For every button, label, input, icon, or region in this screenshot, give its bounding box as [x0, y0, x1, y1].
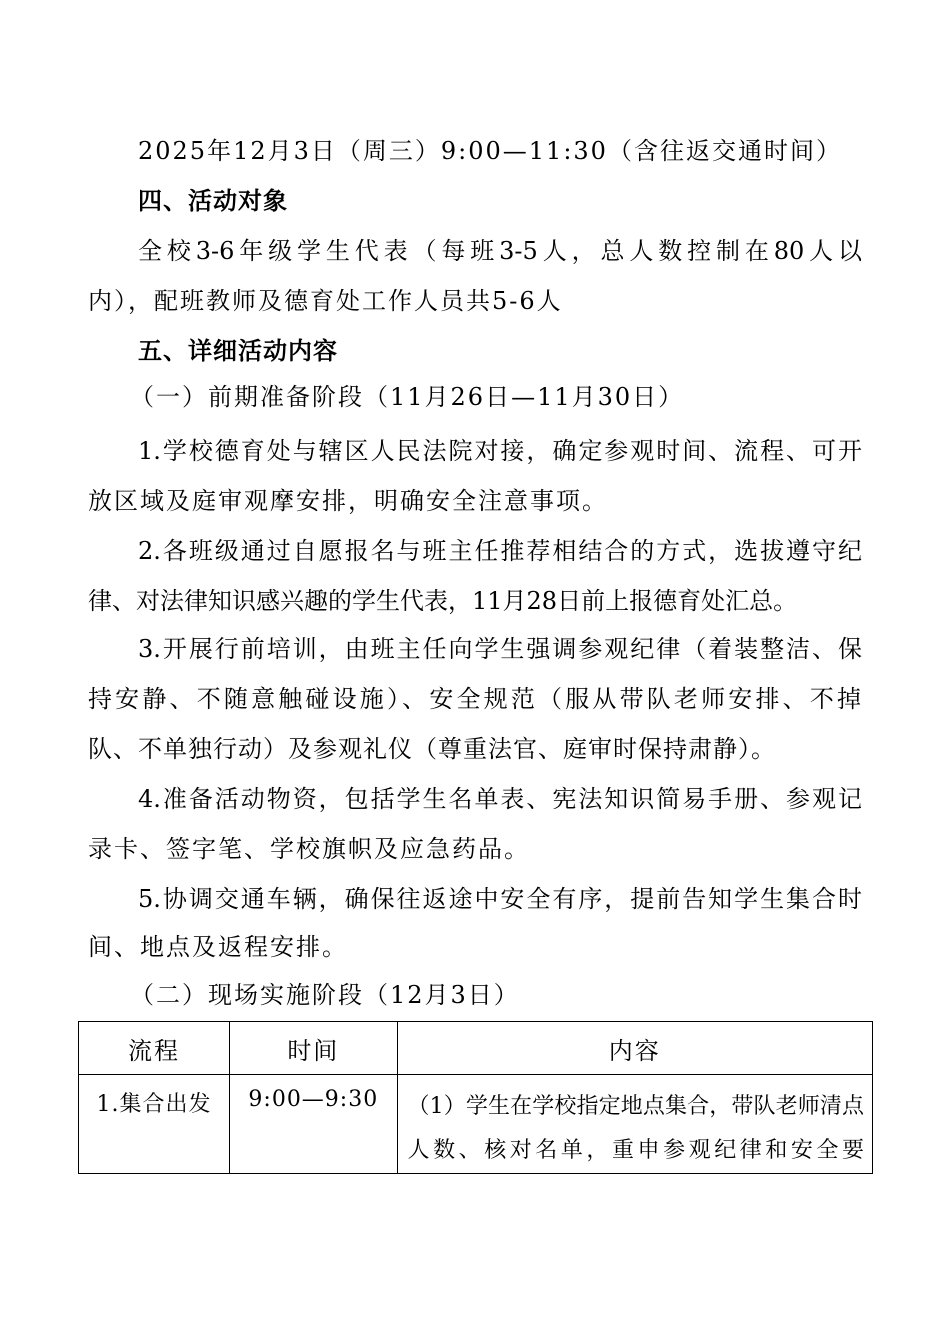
- table-cell-content: （1）学生在学校指定地点集合，带队老师清点人数、核对名单，重申参观纪律和安全要: [397, 1075, 872, 1174]
- item-3-line-3: 队、不单独行动）及参观礼仪（尊重法官、庭审时保持肃静）。: [88, 735, 776, 763]
- item-1-line-1: 1.学校德育处与辖区人民法院对接，确定参观时间、流程、可开: [138, 437, 862, 465]
- item-3-line-1: 3.开展行前培训，由班主任向学生强调参观纪律（着装整洁、保: [138, 635, 862, 663]
- table-header-content: 内容: [397, 1022, 872, 1075]
- table-header-row: [79, 1022, 873, 1075]
- schedule-table: [78, 1021, 873, 1174]
- section-4-title: 四、活动对象: [138, 187, 288, 215]
- phase-2-title: （二）现场实施阶段（12月3日）: [130, 981, 520, 1009]
- section-5-title: 五、详细活动内容: [138, 337, 338, 365]
- item-2-line-2: 律、对法律知识感兴趣的学生代表，11月28日前上报德育处汇总。: [88, 587, 798, 615]
- activity-time-line: 2025年12月3日（周三）9:00—11:30（含往返交通时间）: [138, 137, 842, 165]
- item-4-line-2: 录卡、签字笔、学校旗帜及应急药品。: [88, 835, 530, 863]
- item-2-line-1: 2.各班级通过自愿报名与班主任推荐相结合的方式，选拔遵守纪: [138, 537, 862, 565]
- item-1-line-2: 放区域及庭审观摩安排，明确安全注意事项。: [88, 487, 608, 515]
- table-cell-time: 9:00—9:30: [230, 1075, 397, 1174]
- table-row: [79, 1075, 873, 1174]
- table-cell-step: 1.集合出发: [79, 1075, 230, 1174]
- section-4-paragraph-line-1: 全校3-6年级学生代表（每班3-5人，总人数控制在80人以: [138, 237, 862, 265]
- item-4-line-1: 4.准备活动物资，包括学生名单表、宪法知识简易手册、参观记: [138, 785, 862, 813]
- item-5-line-1: 5.协调交通车辆，确保往返途中安全有序，提前告知学生集合时: [138, 885, 862, 913]
- item-3-line-2: 持安静、不随意触碰设施）、安全规范（服从带队老师安排、不掉: [88, 685, 861, 713]
- item-5-line-2: 间、地点及返程安排。: [88, 933, 348, 961]
- section-4-paragraph-line-2: 内），配班教师及德育处工作人员共5-6人: [88, 287, 563, 315]
- table-header-step: 流程: [79, 1022, 230, 1075]
- table-header-time: 时间: [230, 1022, 397, 1075]
- phase-1-title: （一）前期准备阶段（11月26日—11月30日）: [130, 383, 685, 411]
